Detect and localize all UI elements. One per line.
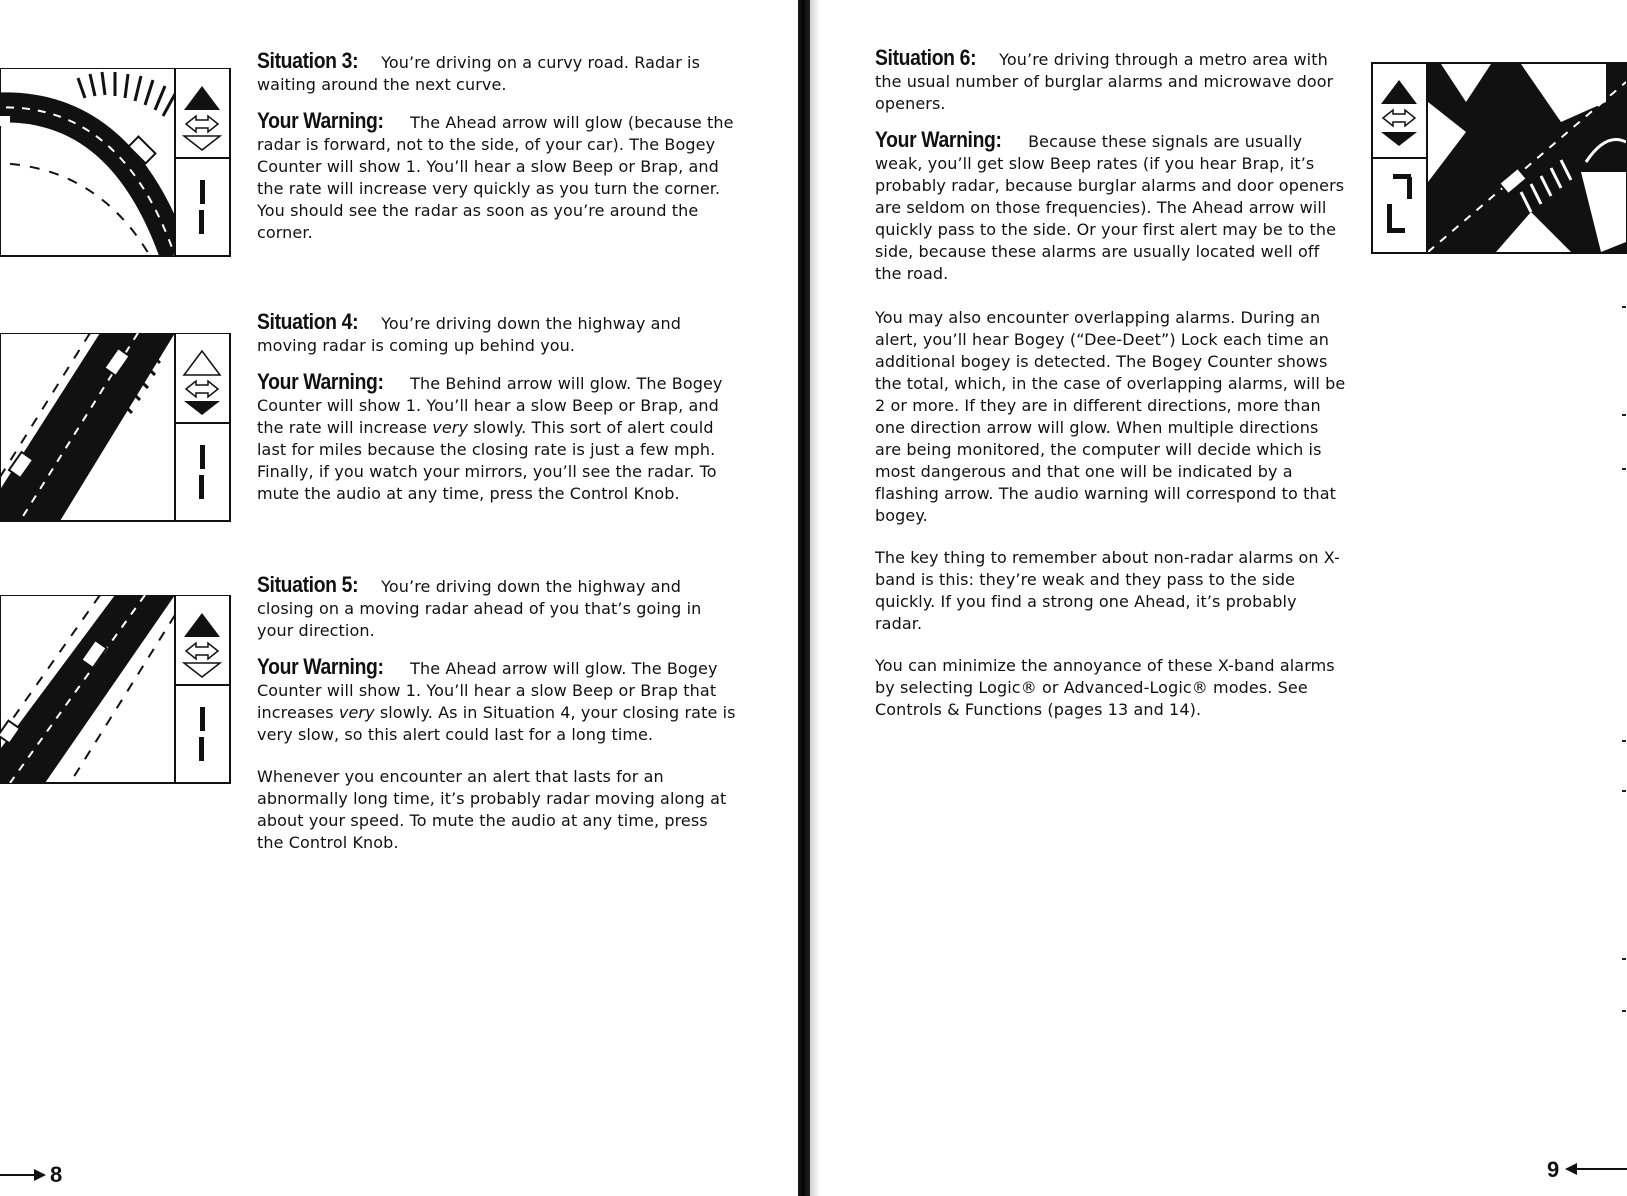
situation-5-intro: Situation 5: You’re driving down the highway and closing on a moving radar ahead of you that’s going in your direction.	[257, 572, 702, 640]
figure-situation-3	[0, 68, 232, 258]
minimize-paragraph: You can minimize the annoyance of these X-band alarms by selecting Logic® or Advanced-Logic® modes. See Controls & Functions (pages 13 and 14).	[875, 656, 1335, 719]
page-arrow-line-left	[0, 1174, 36, 1176]
situation-6-heading: Situation 6:	[875, 45, 977, 70]
margin-mark	[1622, 306, 1626, 308]
situation-3-warning-heading: Your Warning:	[257, 108, 384, 133]
situation-5-warning-heading: Your Warning:	[257, 654, 384, 679]
situation-4-warning-heading: Your Warning:	[257, 369, 384, 394]
page-number-9: 9	[1547, 1157, 1560, 1182]
situation-3-intro: Situation 3: You’re driving on a curvy road. Radar is waiting around the next curve.	[257, 48, 701, 94]
page-arrow-line-right	[1575, 1168, 1627, 1170]
xband-paragraph: The key thing to remember about non-radar alarms on X-band is this: they’re weak and they pass to the side quickly. If you find a strong one Ahead, it’s probably radar.	[875, 548, 1340, 633]
figure-situation-5	[0, 595, 232, 785]
situation-3-heading: Situation 3:	[257, 48, 359, 73]
situation-4-intro: Situation 4: You’re driving down the highway and moving radar is coming up behind you.	[257, 309, 681, 355]
situation-4-warning: Your Warning: The Behind arrow will glow. The Bogey Counter will show 1. You’ll hear a slow Beep or Brap, and the rate will increase very slowly. This sort of alert could last for miles because the closing rate is just a few mph. Finally, if you watch your mirrors, you’ll see the radar. To mute the audio at any time, press the Control Knob.	[257, 369, 723, 503]
situation-3-section	[257, 50, 737, 258]
book-spine	[798, 0, 810, 1196]
margin-mark	[1622, 740, 1626, 742]
closing-paragraph: Whenever you encounter an alert that lasts for an abnormally long time, it’s probably radar moving along at about your speed. To mute the audio at any time, press the Control Knob.	[257, 767, 727, 852]
margin-mark	[1622, 1010, 1626, 1012]
margin-mark	[1622, 468, 1626, 470]
book-spine-shadow	[810, 0, 820, 1196]
situation-5-heading: Situation 5:	[257, 572, 359, 597]
figure-situation-6	[1371, 62, 1627, 254]
situation-6-intro: Situation 6: You’re driving through a metro area with the usual number of burglar alarms and microwave door openers.	[875, 45, 1334, 113]
metro-intersection-graphic	[1428, 64, 1626, 252]
situation-5-section	[257, 574, 737, 868]
right-arrow-icon	[34, 1169, 46, 1181]
situation-4-heading: Situation 4:	[257, 309, 359, 334]
margin-mark	[1622, 790, 1626, 792]
situation-3-warning: Your Warning: The Ahead arrow will glow (because the radar is forward, not to the side, of your car). The Bogey Counter will show 1. You’ll hear a slow Beep or Brap, and the rate will increase very quickly as you turn the corner. You should see the radar as soon as you’re around the corner.	[257, 108, 734, 242]
margin-mark	[1622, 414, 1626, 416]
situation-4-section	[257, 311, 737, 519]
overlapping-alarms-paragraph: You may also encounter overlapping alarms. During an alert, you’ll hear Bogey (“Dee-Deet”) Lock each time an additional bogey is detected. The Bogey Counter shows the total, which, in the case of overlapping alarms, will be 2 or more. If they are in different directions, more than one direction arrow will glow. When multiple directions are being monitored, the computer will decide which is most dangerous and that one will be indicated by a flashing arrow. The audio warning will correspond to that bogey.	[875, 308, 1346, 525]
page-number-8: 8	[50, 1162, 63, 1187]
figure-situation-4	[0, 333, 232, 523]
situation-5-warning: Your Warning: The Ahead arrow will glow. The Bogey Counter will show 1. You’ll hear a slow Beep or Brap that increases very slowly. As in Situation 4, your closing rate is very slow, so this alert could last for a long time.	[257, 654, 736, 744]
situation-6-section	[875, 47, 1347, 735]
situation-6-warning: Your Warning: Because these signals are usually weak, you’ll get slow Beep rates (if you hear Brap, it’s probably radar, because burglar alarms and door openers are seldom on those frequencies). The Ahead arrow will quickly pass to the side. Or your first alert may be to the side, because these alarms are usually located well off the road.	[875, 127, 1345, 283]
margin-mark	[1622, 958, 1626, 960]
situation-6-warning-heading: Your Warning:	[875, 127, 1002, 152]
